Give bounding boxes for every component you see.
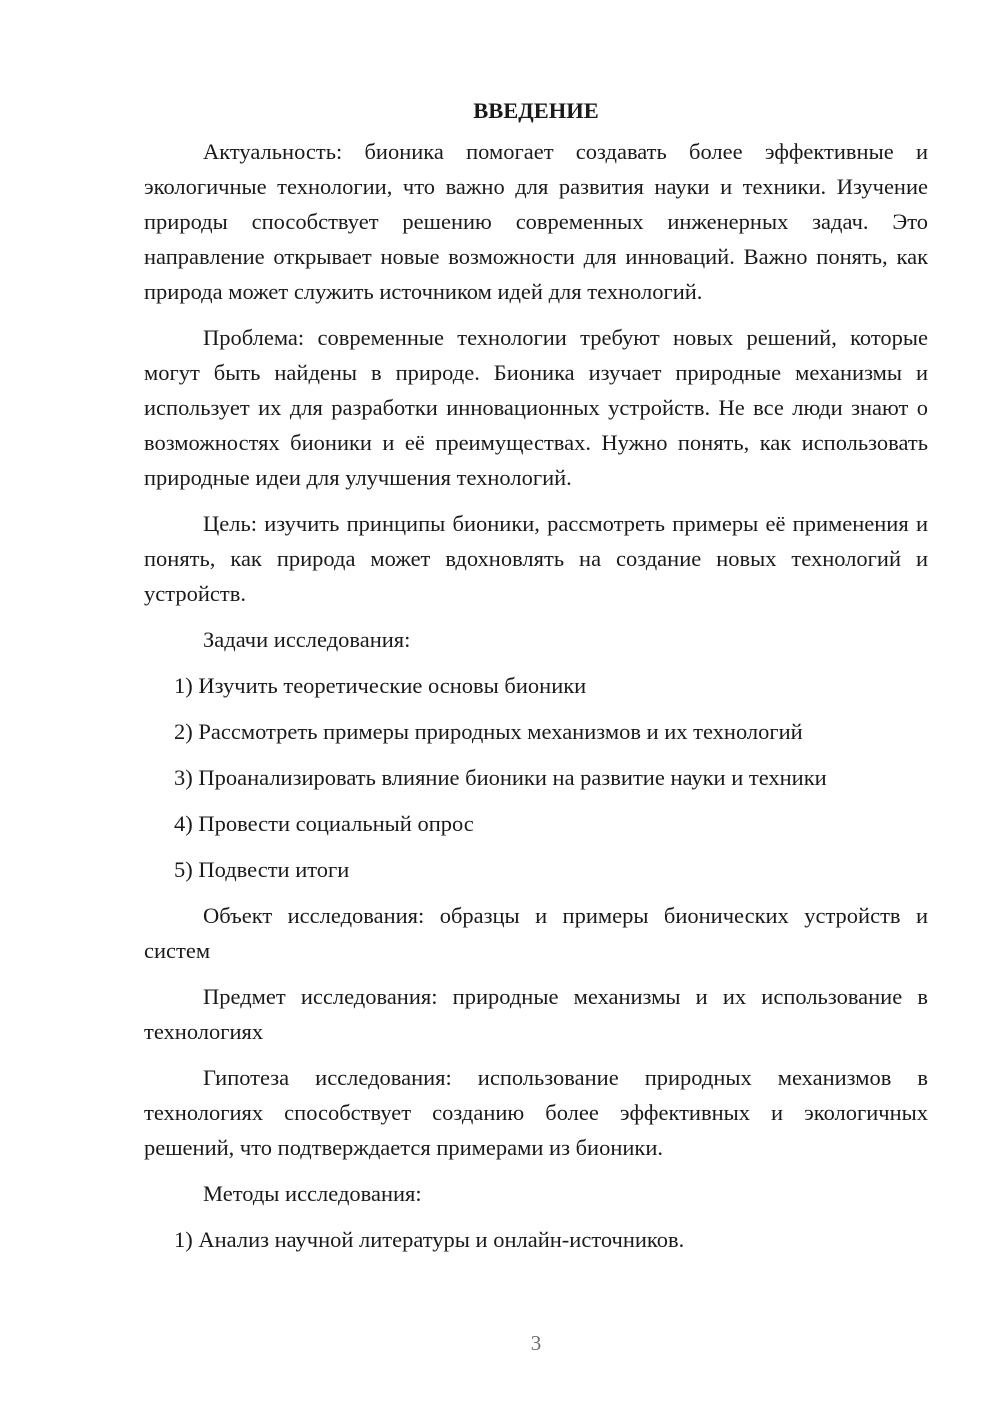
list-item: 2) Рассмотреть примеры природных механизмов и их технологий <box>174 719 803 744</box>
methods-list <box>144 1222 928 1257</box>
list-item: 1) Анализ научной литературы и онлайн-источников. <box>174 1227 685 1252</box>
document-page <box>144 88 928 1268</box>
list-item: 4) Провести социальный опрос <box>174 811 474 836</box>
methods-heading: Методы исследования: <box>203 1181 422 1206</box>
subject-paragraph: Предмет исследования: природные механизмы и их использование в технологиях <box>144 984 928 1044</box>
page-number <box>72 1331 1000 1356</box>
tasks-heading: Задачи исследования: <box>203 627 411 652</box>
goal-paragraph: Цель: изучить принципы бионики, рассмотреть примеры её применения и понять, как природа может вдохновлять на создание новых технологий и устройств. <box>144 511 928 606</box>
list-item: 5) Подвести итоги <box>174 857 350 882</box>
page-number-label: 3 <box>530 1331 542 1355</box>
relevance-paragraph: Актуальность: бионика помогает создавать более эффективные и экологичные технологии, что важно для развития науки и техники. Изучение природы способствует решению современных инженерных задач. Это направление открывает новые возможности для инноваций. Важно понять, как природа может служить источником идей для технологий. <box>144 139 928 304</box>
hypothesis-paragraph: Гипотеза исследования: использование природных механизмов в технологиях способствует созданию более эффективных и экологичных решений, что подтверждается примерами из бионики. <box>144 1065 928 1160</box>
list-item: 1) Изучить теоретические основы бионики <box>174 673 587 698</box>
object-paragraph: Объект исследования: образцы и примеры бионических устройств и систем <box>144 903 928 963</box>
section-title: ВВЕДЕНИЕ <box>473 98 599 123</box>
list-item: 3) Проанализировать влияние бионики на развитие науки и техники <box>174 765 827 790</box>
problem-paragraph: Проблема: современные технологии требуют новых решений, которые могут быть найдены в природе. Бионика изучает природные механизмы и использует их для разработки инновационных устройств. Не все люди знают о возможностях бионики и её преимуществах. Нужно понять, как использовать природные идеи для улучшения технологий. <box>144 325 928 490</box>
tasks-list <box>144 668 928 887</box>
